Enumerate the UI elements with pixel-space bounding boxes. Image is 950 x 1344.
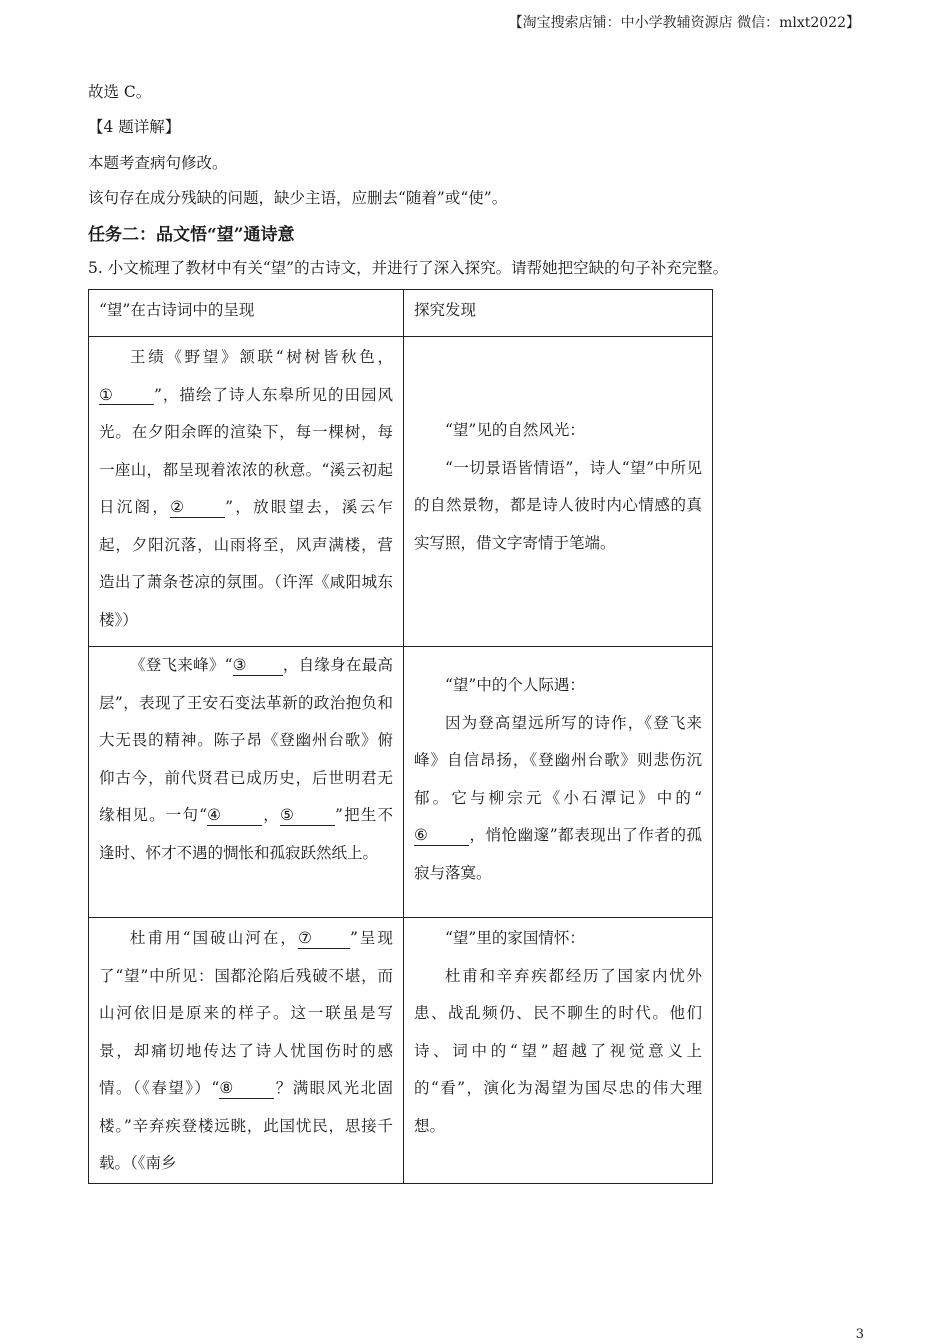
- finding-title: “望”里的家国情怀：: [445, 929, 585, 947]
- text-run: ”，放眼望去，溪云乍起，夕阳沉落，山雨将至，风声满楼，营造出了萧条苍凉的氛围。（许浑《咸阳城东楼》）: [99, 498, 393, 629]
- poetry-table: [88, 289, 713, 1184]
- page-header: 【淘宝搜索店铺：中小学教辅资源店 微信：mlxt2022】: [508, 15, 860, 31]
- left-cell: [89, 918, 404, 1184]
- blank-8: ⑧: [219, 1079, 274, 1099]
- task2-heading: 任务二：品文悟“望”通诗意: [88, 225, 295, 245]
- text-run: 《登飞来峰》“: [130, 656, 233, 674]
- text-run: ”把生不逢时、怀才不遇的惆怅和孤寂跃然纸上。: [99, 806, 393, 862]
- text-run: ，自缘身在最高层”，表现了王安石变法革新的政治抱负和大无畏的精神。陈子昂《登幽州台歌》俯仰古今，前代贤君已成历史，后世明君无缘相见。一句“: [99, 656, 393, 824]
- text-run: 因为登高望远所写的诗作，《登飞来峰》自信昂扬，《登幽州台歌》则悲伤沉郁。它与柳宗元《小石潭记》中的“: [414, 713, 702, 807]
- finding-body: “一切景语皆情语”，诗人“望”中所见的自然景物，都是诗人彼时内心情感的真实写照，借文字寄情于笔端。: [414, 458, 702, 552]
- left-cell: [89, 337, 404, 647]
- header-cell-presentation: [89, 290, 404, 337]
- left-cell: [89, 647, 404, 918]
- text-run: ”，描绘了诗人东皋所见的田园风光。在夕阳余晖的渲染下，每一棵树，每一座山，都呈现着浓浓的秋意。“溪云初起日沉阁，: [99, 385, 393, 516]
- header-cell-findings: [404, 290, 713, 337]
- table-row: [89, 647, 713, 918]
- right-cell: [404, 647, 713, 918]
- header-text-1: “望”在古诗词中的呈现: [99, 301, 255, 319]
- table-header-row: [89, 290, 713, 337]
- finding-title: “望”中的个人际遇：: [445, 676, 585, 694]
- right-cell: [404, 918, 713, 1184]
- q4-line-1: 本题考查病句修改。: [88, 154, 228, 172]
- q4-line-2: 该句存在成分残缺的问题，缺少主语，应删去“随着”或“使”。: [88, 189, 508, 207]
- right-cell: [404, 337, 713, 647]
- finding-title: “望”见的自然风光：: [445, 421, 585, 439]
- q4-title: 【4 题详解】: [88, 118, 181, 136]
- blank-1: ①: [99, 386, 154, 406]
- text-run: ”呈现了“望”中所见：国都沦陷后残破不堪，而山河依旧是原来的样子。这一联虽是写景，却痛切地传达了诗人忧国伤时的感情。（《春望》）“: [99, 929, 393, 1097]
- blank-5: ⑤: [280, 806, 335, 826]
- header-text-2: 探究发现: [414, 301, 477, 319]
- blank-2: ②: [170, 498, 225, 518]
- text-run: ，: [262, 806, 280, 824]
- page-number: 3: [855, 1327, 864, 1342]
- table-row: [89, 337, 713, 647]
- left-cell-text: [89, 918, 403, 1183]
- text-run: ？满眼风光北固楼。”辛弃疾登楼远眺，此国忧民，思接千载。（《南乡: [99, 1079, 393, 1172]
- answer-line: 故选 C。: [88, 83, 152, 101]
- text-run: 杜甫用“国破山河在，: [130, 929, 298, 947]
- blank-7: ⑦: [298, 929, 350, 949]
- table-row: [89, 918, 713, 1184]
- left-cell-text: [89, 337, 403, 639]
- text-run: ，悄怆幽邃”都表现出了作者的孤寂与落寞。: [414, 826, 702, 882]
- q5-prompt: 5. 小文梳理了教材中有关“望”的古诗文，并进行了深入探究。请帮她把空缺的句子补充完整。: [88, 259, 729, 277]
- left-cell-text: [89, 647, 403, 872]
- finding-body: 杜甫和辛弃疾都经历了国家内忧外患、战乱频仍、民不聊生的时代。他们诗、词中的“望”超越了视觉意义上的“看”，演化为渴望为国尽忠的伟大理想。: [414, 966, 702, 1135]
- blank-6: ⑥: [414, 826, 469, 846]
- text-run: 王绩《野望》颔联“树树皆秋色，: [130, 348, 393, 366]
- blank-4: ④: [207, 806, 262, 826]
- finding-body: [404, 705, 712, 893]
- blank-3: ③: [233, 656, 283, 676]
